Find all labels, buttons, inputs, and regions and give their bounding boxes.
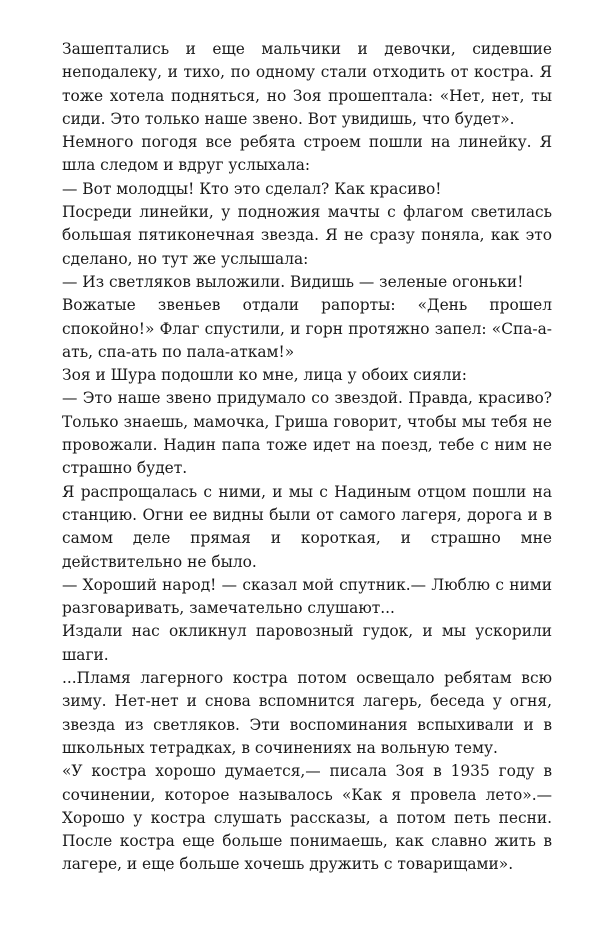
paragraph: Зашептались и еще мальчики и девочки, сидевшие неподалеку, и тихо, по одному стали отходить от костра. Я тоже хотела подняться, но Зоя прошептала: «Нет, нет, ты сиди. Это только наше звено. Вот увидишь, что будет». [62, 40, 552, 128]
paragraph: ...Пламя лагерного костра потом освещало ребятам всю зиму. Нет-нет и снова вспомнится лагерь, беседа у огня, звезда из светляков. Эти воспоминания вспыхивали и в школьных тетрадках, в сочинениях на вольную тему. [62, 669, 552, 757]
page-text [62, 38, 552, 877]
paragraph: — Из светляков выложили. Видишь — зеленые огоньки! [62, 272, 524, 291]
paragraph: — Хороший народ! — сказал мой спутник.— Люблю с ними разговаривать, замечательно слушают... [62, 575, 552, 618]
paragraph: Посреди линейки, у подножия мачты с флагом светилась большая пятиконечная звезда. Я не сразу поняла, как это сделано, но тут же услышала: [62, 203, 552, 268]
paragraph: — Вот молодцы! Кто это сделал? Как красиво! [62, 179, 442, 198]
paragraph: «У костра хорошо думается,— писала Зоя в 1935 году в сочинении, которое называлось «Как я провела лето».— Хорошо у костра слушать рассказы, а потом петь песни. После костра еще больше понимаешь, как славно жить в лагере, и еще больше хочешь дружить с товарищами». [62, 762, 552, 874]
paragraph: — Это наше звено придумало со звездой. Правда, красиво? Только знаешь, мамочка, Гриша говорит, чтобы мы тебя не провожали. Надин папа тоже идет на поезд, тебе с ним не страшно будет. [62, 389, 552, 478]
paragraph: Зоя и Шура подошли ко мне, лица у обоих сияли: [62, 366, 467, 385]
paragraph: Немного погодя все ребята строем пошли на линейку. Я шла следом и вдруг услыхала: [62, 133, 552, 175]
paragraph: Вожатые звеньев отдали рапорты: «День прошел спокойно!» Флаг спустили, и горн протяжно запел: «Спа-а-ать, спа-ать по пала-аткам!» [62, 296, 552, 361]
paragraph: Я распрощалась с ними, и мы с Надиным отцом пошли на станцию. Огни ее видны были от самого лагеря, дорога и в самом деле прямая и короткая, и страшно мне действительно не было. [62, 482, 552, 571]
paragraph: Издали нас окликнул паровозный гудок, и мы ускорили шаги. [62, 622, 552, 664]
